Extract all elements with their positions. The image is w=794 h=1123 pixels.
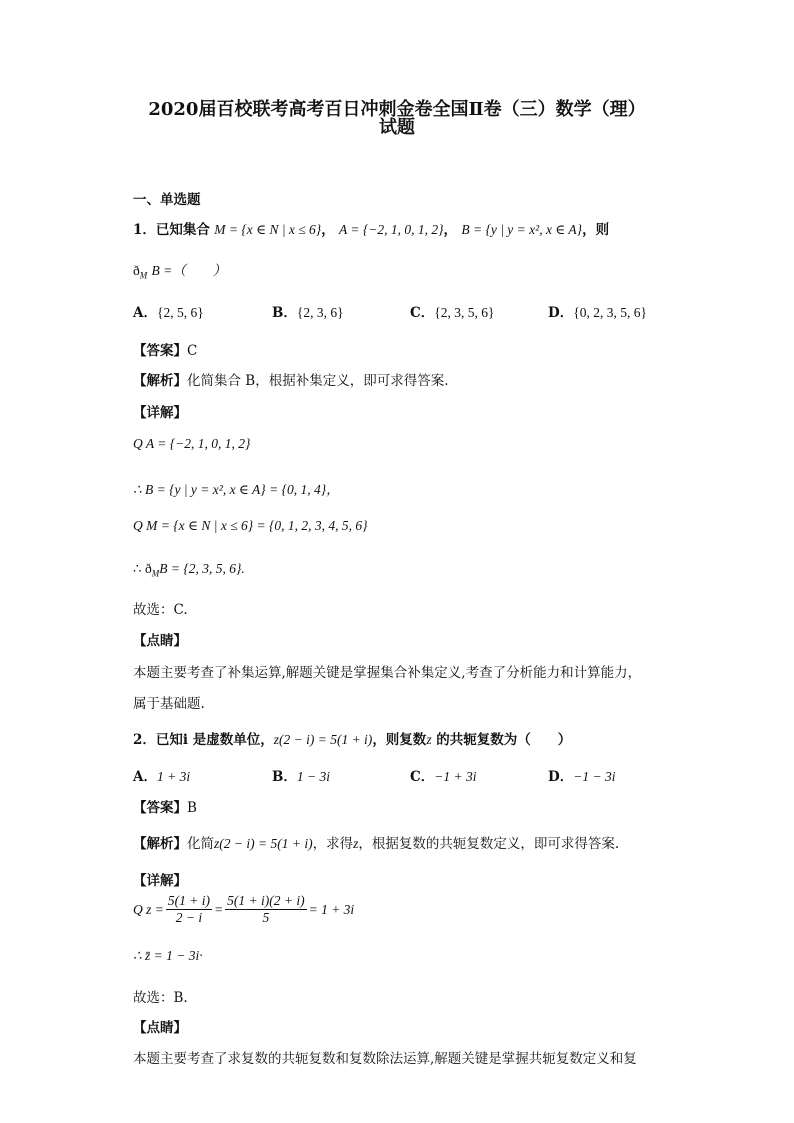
- q2-calculation: Q z = $\frac{5(1 + i)}{2 - i}$ = $\frac{5(1 + i)(2 + i)}{5}$ = 1 + 3i: [133, 893, 355, 925]
- q2-var: z: [426, 732, 432, 747]
- q2-stem-suffix: 的共轭复数为（ ）: [431, 732, 572, 748]
- q2-comment-tag: 【点睛】: [133, 1020, 187, 1036]
- q1-step-3: Q M = {x ∈ N | x ≤ 6} = {0, 1, 2, 3, 4, 5, 6}: [133, 518, 368, 533]
- q2-comment-line1: 本题主要考查了求复数的共轭复数和复数除法运算,解题关键是掌握共轭复数定义和复: [133, 1051, 637, 1067]
- q1-step-4: ∴ $ð_MB = \{2$, 3, 5, 6}.: [133, 561, 245, 579]
- document-title-line2: 试题: [379, 117, 415, 138]
- q1-option-d: D．{0, 2, 3, 5, 6}: [548, 305, 647, 321]
- q1-complement-symbol: ð: [133, 263, 140, 278]
- q1-set-a: A = {−2, 1, 0, 1, 2}: [339, 222, 444, 237]
- q2-analysis: 【解析】化简z(2 − i) = 5(1 + i)，求得z，根据复数的共轭复数定义，即可求得答案.: [133, 836, 620, 852]
- q2-option-b: B．1 − 3i: [272, 769, 331, 785]
- q2-option-c: C．−1 + 3i: [410, 769, 477, 785]
- q1-set-b: B = {y | y = x², x ∈ A}: [461, 222, 583, 237]
- q2-fraction-1: $\frac{5(1 + i)}{2 - i}$: [167, 893, 210, 925]
- q1-comment-tag: 【点睛】: [133, 633, 187, 649]
- q2-option-a: A．1 + 3i: [133, 769, 191, 785]
- q1-option-a: A．{2, 5, 6}: [133, 305, 204, 321]
- q1-stem-prefix: 1．已知集合: [133, 222, 210, 238]
- q1-answer: 【答案】C: [133, 343, 198, 359]
- q1-analysis: 【解析】化简集合 B，根据补集定义，即可求得答案.: [133, 373, 449, 389]
- q1-comment-line1: 本题主要考查了补集运算,解题关键是掌握集合补集定义,考查了分析能力和计算能力，: [133, 665, 642, 681]
- q1-step-1: Q A = {−2, 1, 0, 1, 2}: [133, 436, 251, 451]
- q1-ask-tail: B =（ ）: [151, 263, 227, 278]
- q1-stem: 1．已知集合 M = {x ∈ N | x ≤ 6}， A = {−2, 1, 0, 1, 2}， B = {y | y = x², x ∈ A}，则: [133, 222, 610, 238]
- q2-equation: z(2 − i) = 5(1 + i): [273, 732, 373, 747]
- q1-set-m: M = {x ∈ N | x ≤ 6}: [214, 222, 322, 237]
- document-title: 2020届百校联考高考百日冲刺金卷全国Ⅱ卷（三）数学（理）: [148, 99, 646, 120]
- q2-fraction-2: $\frac{5(1 + i)(2 + i)}{5}$: [227, 893, 305, 925]
- q2-stem: [133, 728, 571, 748]
- q1-option-c: C．{2, 3, 5, 6}: [410, 305, 495, 321]
- q1-step-2: ∴ B = {y | y = x², x ∈ A} = {0, 1, 4}，: [133, 482, 340, 497]
- q2-detail-tag: 【详解】: [133, 873, 187, 889]
- q2-option-d: D．−1 − 3i: [548, 769, 616, 785]
- section-heading: 一、单选题: [133, 192, 201, 208]
- q1-comment-line2: 属于基础题.: [133, 696, 205, 712]
- q2-stem-mid: ，则复数: [372, 732, 427, 748]
- q1-detail-tag: 【详解】: [133, 405, 187, 421]
- q2-choose: 故选：B.: [133, 990, 188, 1006]
- q1-stem-suffix: ，则: [582, 222, 610, 238]
- q2-stem-prefix: 2．已知i 是虚数单位，: [133, 732, 274, 748]
- q1-option-b: B．{2, 3, 6}: [272, 305, 344, 321]
- q1-ask: [133, 259, 226, 281]
- q1-complement-sub: M: [139, 270, 148, 281]
- q1-choose: 故选：C.: [133, 602, 188, 618]
- q2-answer: 【答案】B: [133, 800, 197, 816]
- q2-conjugate: ∴ z̄ = 1 − 3i·: [133, 948, 203, 963]
